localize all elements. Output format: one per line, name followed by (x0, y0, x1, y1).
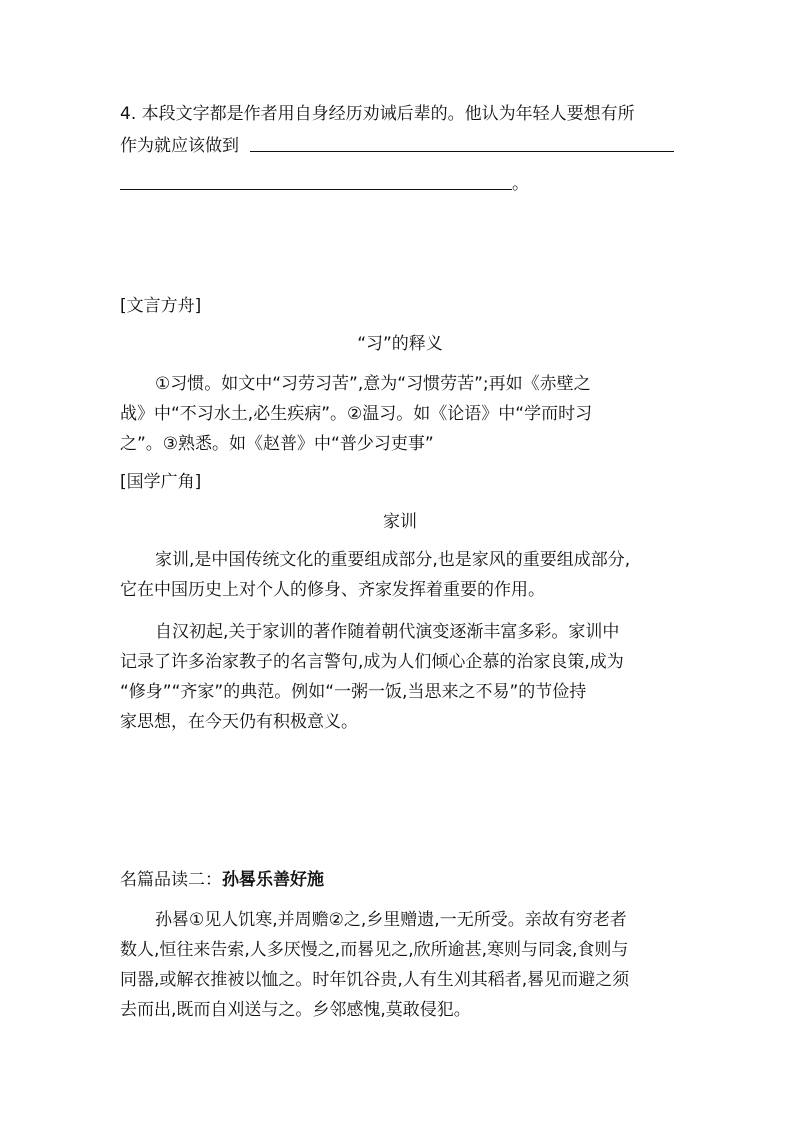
guoxue-paragraph-2-line: “修身”“齐家”的典范。例如“一粥一饭,当思来之不易”的节俭持 (120, 682, 587, 702)
question-4-prefix: 作为就应该做到 (120, 136, 239, 156)
answer-blank-line-2[interactable] (120, 189, 512, 190)
wenyan-title: “习”的释义 (357, 334, 443, 354)
reading-2-heading (120, 870, 680, 890)
guoxue-section-tag: [国学广角] (120, 472, 202, 492)
guoxue-title: 家训 (383, 512, 417, 532)
wenyan-paragraph-line: ①习惯。如文中“习劳习苦”,意为“习惯劳苦”;再如《赤壁之 (155, 374, 591, 394)
guoxue-paragraph-2-line: 记录了许多治家教子的名言警句,成为人们倾心企慕的治家良策,成为 (120, 652, 624, 672)
answer-blank-line-1[interactable] (250, 151, 674, 152)
wenyan-paragraph-line: 战》中“不习水土,必生疾病”。②温习。如《论语》中“学而时习 (120, 404, 593, 424)
reading-2-paragraph-line: 孙晷①见人饥寒,并周赡②之,乡里赠遗,一无所受。亲故有穷老者 (155, 910, 627, 930)
question-4-line-1: 4. 本段文字都是作者用自身经历劝诫后辈的。他认为年轻人要想有所 (120, 104, 635, 124)
wenyan-paragraph-line: 之”。③熟悉。如《赵普》中“普少习吏事” (120, 434, 434, 454)
reading-2-title: 孙晷乐善好施 (222, 870, 324, 890)
reading-2-label: 名篇品读二： (120, 870, 222, 890)
reading-2-paragraph-line: 去而出,既而自刈送与之。乡邻感愧,莫敢侵犯。 (120, 1000, 471, 1020)
guoxue-paragraph-2-line: 自汉初起,关于家训的著作随着朝代演变逐渐丰富多彩。家训中 (155, 622, 620, 642)
guoxue-paragraph-1-line: 家训,是中国传统文化的重要组成部分,也是家风的重要组成部分, (155, 550, 631, 570)
wenyan-section-tag: [文言方舟] (120, 296, 202, 316)
reading-2-paragraph-line: 数人,恒往来告索,人多厌慢之,而晷见之,欣所逾甚,寒则与同衾,食则与 (120, 940, 629, 960)
guoxue-paragraph-2-line: 家思想，在今天仍有积极意义。 (120, 712, 358, 732)
answer-end-period: 。 (512, 174, 529, 194)
question-4-line-2 (120, 136, 680, 156)
guoxue-paragraph-1-line: 它在中国历史上对个人的修身、齐家发挥着重要的作用。 (120, 580, 545, 600)
reading-2-paragraph-line: 同器,或解衣推被以恤之。时年饥谷贵,人有生刈其稻者,晷见而避之须 (120, 970, 630, 990)
